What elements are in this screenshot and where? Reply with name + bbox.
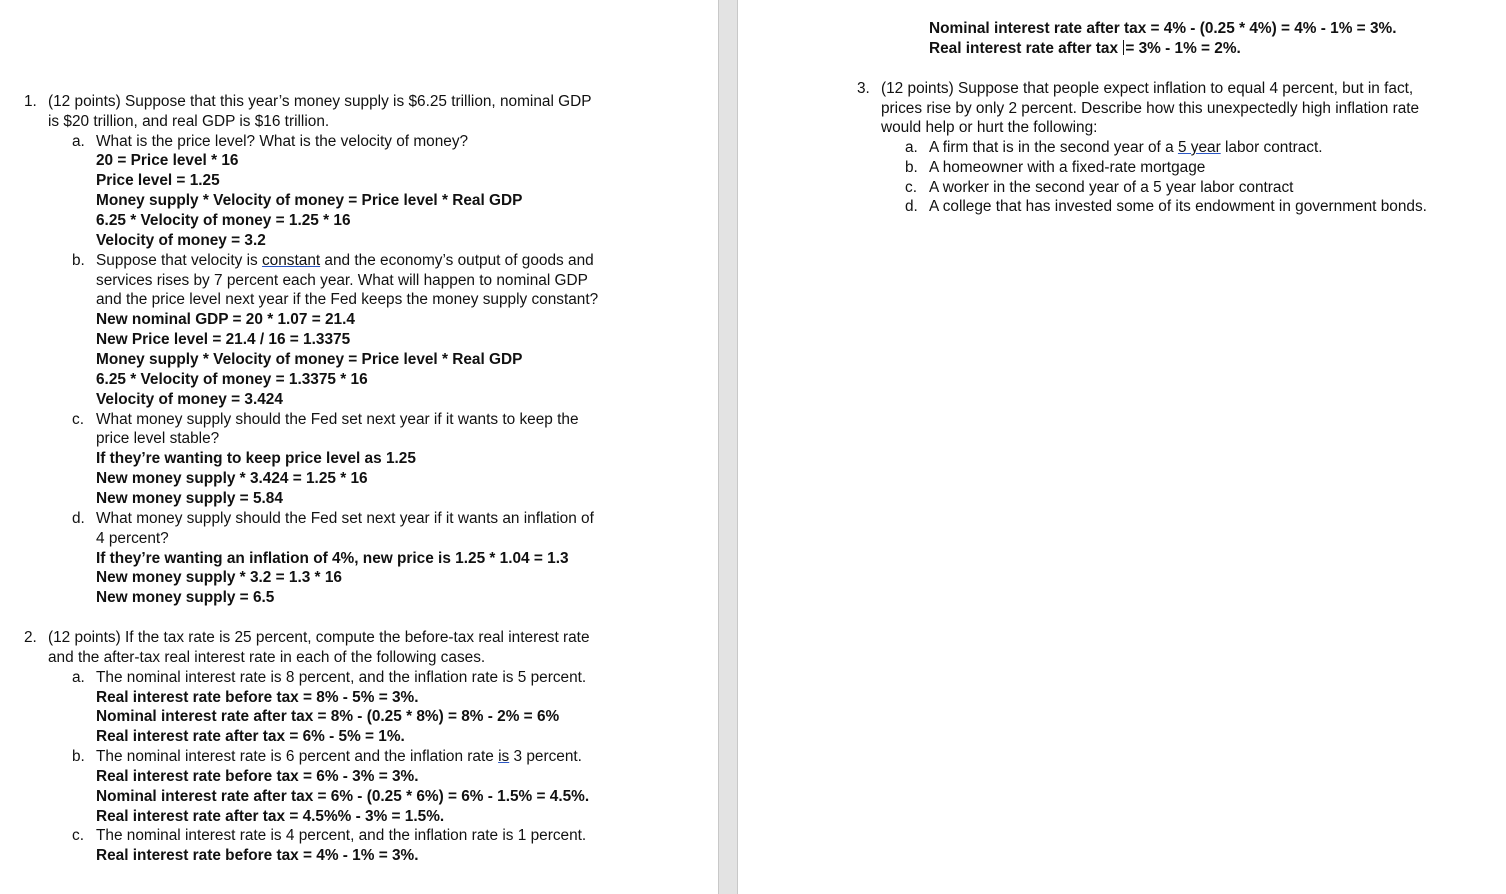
q1-prompt-line: is $20 trillion, and real GDP is $16 trillion. — [48, 113, 330, 130]
q2a-marker: a. — [72, 669, 85, 686]
q1c-marker: c. — [72, 411, 84, 428]
q2c-marker: c. — [72, 827, 84, 844]
q1a-answer-line: 20 = Price level * 16 — [96, 152, 239, 169]
q3-item-marker: a. — [905, 139, 918, 156]
q1b-answer-line: New Price level = 21.4 / 16 = 1.3375 — [96, 331, 351, 348]
q3-prompt-line: (12 points) Suppose that people expect inflation to equal 4 percent, but in fact, — [881, 80, 1414, 97]
q1c-answer-line: New money supply = 5.84 — [96, 490, 283, 507]
q1d-answer-line: New money supply * 3.2 = 1.3 * 16 — [96, 569, 342, 586]
q2c-answer-line: Real interest rate before tax = 4% - 1% = 3%. — [96, 847, 419, 864]
q2c-answer-line: Nominal interest rate after tax = 4% - (0.25 * 4%) = 4% - 1% = 3%. — [929, 20, 1397, 37]
q1d-answer-line: New money supply = 6.5 — [96, 589, 275, 606]
q1b-question-line: and the price level next year if the Fed keeps the money supply constant? — [96, 291, 599, 308]
q3-prompt-line: would help or hurt the following: — [881, 119, 1098, 136]
q1d-answer-line: If they’re wanting an inflation of 4%, new price is 1.25 * 1.04 = 1.3 — [96, 550, 569, 567]
q3-item-marker: b. — [905, 159, 918, 176]
q1c-answer-line: New money supply * 3.424 = 1.25 * 16 — [96, 470, 368, 487]
q2a-answer-line: Real interest rate after tax = 6% - 5% = 1%. — [96, 728, 405, 745]
q1d-question-line: 4 percent? — [96, 530, 169, 547]
q1a-answer-line: Money supply * Velocity of money = Price level * Real GDP — [96, 192, 523, 209]
q1d-marker: d. — [72, 510, 85, 527]
q2a-question: The nominal interest rate is 8 percent, and the inflation rate is 5 percent. — [96, 669, 587, 686]
q1a-answer-line: Price level = 1.25 — [96, 172, 220, 189]
q3-item: A college that has invested some of its endowment in government bonds. — [929, 198, 1427, 215]
left-page — [0, 0, 718, 894]
q1-number: 1. — [24, 93, 37, 110]
q3-prompt-line: prices rise by only 2 percent. Describe how this unexpectedly high inflation rate — [881, 100, 1420, 117]
q3-item-marker: c. — [905, 179, 917, 196]
q2-prompt-line: (12 points) If the tax rate is 25 percent, compute the before-tax real interest rate — [48, 629, 590, 646]
q1c-answer-line: If they’re wanting to keep price level as 1.25 — [96, 450, 416, 467]
q1a-answer-line: 6.25 * Velocity of money = 1.25 * 16 — [96, 212, 351, 229]
q1c-question-line: price level stable? — [96, 430, 220, 447]
q3-item: A firm that is in the second year of a 5 year labor contract. — [929, 139, 1323, 156]
q1d-question-line: What money supply should the Fed set next year if it wants an inflation of — [96, 510, 594, 527]
q1b-question-line: Suppose that velocity is constant and the economy’s output of goods and — [96, 252, 594, 269]
q3-item: A homeowner with a fixed-rate mortgage — [929, 159, 1206, 176]
q2a-answer-line: Real interest rate before tax = 8% - 5% = 3%. — [96, 689, 419, 706]
q1-prompt-line: (12 points) Suppose that this year’s money supply is $6.25 trillion, nominal GDP — [48, 93, 592, 110]
q1a-question: What is the price level? What is the velocity of money? — [96, 133, 469, 150]
q1a-marker: a. — [72, 133, 85, 150]
q2b-answer-line: Real interest rate after tax = 4.5%% - 3% = 1.5%. — [96, 808, 445, 825]
right-page — [738, 0, 1506, 894]
q3-number: 3. — [857, 80, 870, 97]
q2a-answer-line: Nominal interest rate after tax = 8% - (0.25 * 8%) = 8% - 2% = 6% — [96, 708, 560, 725]
q1b-answer-line: Money supply * Velocity of money = Price level * Real GDP — [96, 351, 523, 368]
q1b-question-line: services rises by 7 percent each year. What will happen to nominal GDP — [96, 272, 588, 289]
page-gutter — [718, 0, 738, 894]
q2b-marker: b. — [72, 748, 85, 765]
underlined-word: 5 year — [1177, 139, 1221, 156]
q1b-answer-line: 6.25 * Velocity of money = 1.3375 * 16 — [96, 371, 368, 388]
q1b-answer-line: New nominal GDP = 20 * 1.07 = 21.4 — [96, 311, 355, 328]
q2b-question: The nominal interest rate is 6 percent and the inflation rate is 3 percent. — [96, 748, 582, 765]
q2c-answer-line: Real interest rate after tax = 3% - 1% = 2%. — [929, 40, 1241, 57]
q1b-marker: b. — [72, 252, 85, 269]
underlined-word: is — [498, 748, 510, 765]
q2-prompt-line: and the after-tax real interest rate in each of the following cases. — [48, 649, 486, 666]
q1c-question-line: What money supply should the Fed set next year if it wants to keep the — [96, 411, 579, 428]
q1a-answer-line: Velocity of money = 3.2 — [96, 232, 266, 249]
underlined-word: constant — [261, 252, 321, 269]
q2c-question: The nominal interest rate is 4 percent, and the inflation rate is 1 percent. — [96, 827, 587, 844]
q2b-answer-line: Real interest rate before tax = 6% - 3% = 3%. — [96, 768, 419, 785]
q2-number: 2. — [24, 629, 37, 646]
q1b-answer-line: Velocity of money = 3.424 — [96, 391, 283, 408]
q3-item: A worker in the second year of a 5 year labor contract — [929, 179, 1294, 196]
q3-item-marker: d. — [905, 198, 918, 215]
q2b-answer-line: Nominal interest rate after tax = 6% - (0.25 * 6%) = 6% - 1.5% = 4.5%. — [96, 788, 590, 805]
